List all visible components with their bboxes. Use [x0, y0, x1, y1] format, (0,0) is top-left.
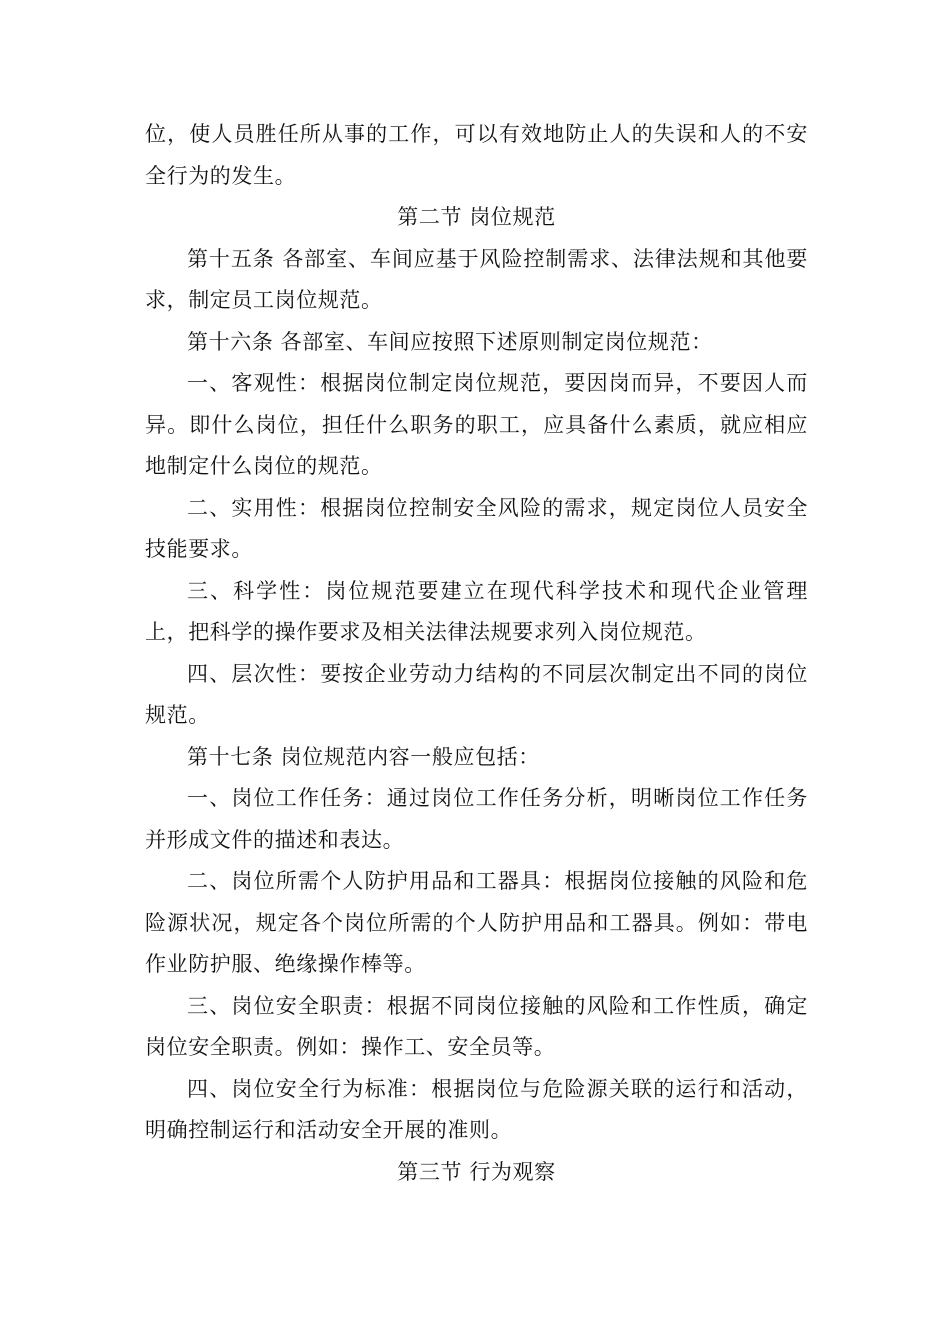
principle-practicality: 二、实用性：根据岗位控制安全风险的需求，规定岗位人员安全技能要求。	[145, 495, 808, 561]
content-safety-duties: 三、岗位安全职责：根据不同岗位接触的风险和工作性质，确定岗位安全职责。例如：操作工、安全员等。	[145, 993, 808, 1059]
principle-objectivity: 一、客观性：根据岗位制定岗位规范，要因岗而异，不要因人而异。即什么岗位，担任什么职务的职工，应具备什么素质，就应相应地制定什么岗位的规范。	[145, 371, 808, 478]
opening-paragraph: 位，使人员胜任所从事的工作，可以有效地防止人的失误和人的不安全行为的发生。	[145, 122, 808, 188]
principle-hierarchy: 四、层次性：要按企业劳动力结构的不同层次制定出不同的岗位规范。	[145, 661, 808, 727]
content-work-tasks: 一、岗位工作任务：通过岗位工作任务分析，明晰岗位工作任务并形成文件的描述和表达。	[145, 786, 808, 852]
section-heading-2: 第二节 岗位规范	[397, 205, 556, 229]
article-17: 第十七条 岗位规范内容一般应包括：	[187, 744, 540, 769]
article-16: 第十六条 各部室、车间应按照下述原则制定岗位规范：	[187, 329, 713, 354]
content-safety-behavior-standard: 四、岗位安全行为标准：根据岗位与危险源关联的运行和活动，明确控制运行和活动安全开展的准则。	[145, 1076, 808, 1142]
document-body	[145, 114, 808, 1193]
principle-scientific: 三、科学性：岗位规范要建立在现代科学技术和现代企业管理上，把科学的操作要求及相关法律法规要求列入岗位规范。	[145, 578, 808, 644]
article-15: 第十五条 各部室、车间应基于风险控制需求、法律法规和其他要求，制定员工岗位规范。	[145, 246, 808, 312]
content-protective-equipment: 二、岗位所需个人防护用品和工器具：根据岗位接触的风险和危险源状况，规定各个岗位所需的个人防护用品和工器具。例如：带电作业防护服、绝缘操作棒等。	[145, 869, 808, 976]
section-heading-3: 第三节 行为观察	[397, 1159, 556, 1184]
